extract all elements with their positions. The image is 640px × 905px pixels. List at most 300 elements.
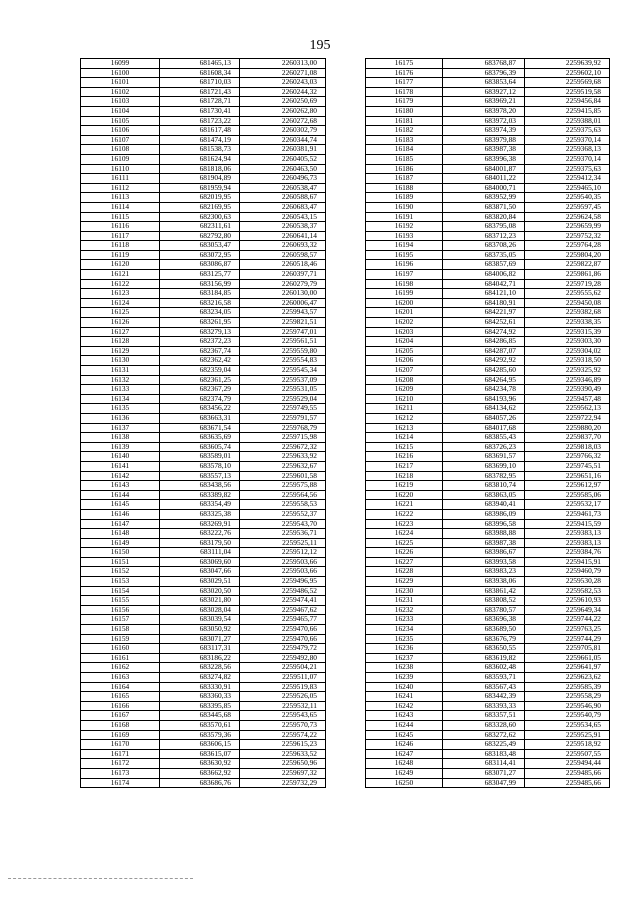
x-coordinate-cell: 683228,56 [160,663,240,673]
x-coordinate-cell: 683796,39 [443,68,525,78]
table-row [366,682,610,692]
x-coordinate-cell: 683605,74 [160,442,240,452]
table-row [366,500,610,510]
table-row [366,222,610,232]
point-number-cell: 16164 [81,682,160,692]
x-coordinate-cell: 683445,68 [160,711,240,721]
y-coordinate-cell: 2259612,97 [525,481,610,491]
x-coordinate-cell: 683726,23 [443,442,525,452]
point-number-cell: 16234 [366,625,443,635]
point-number-cell: 16192 [366,222,443,232]
y-coordinate-cell: 2259467,62 [240,605,326,615]
y-coordinate-cell: 2259518,92 [525,740,610,750]
table-row [81,68,326,78]
x-coordinate-cell: 683972,03 [443,116,525,126]
point-number-cell: 16189 [366,193,443,203]
table-row [81,701,326,711]
table-row [81,740,326,750]
x-coordinate-cell: 683619,82 [443,653,525,663]
x-coordinate-cell: 683111,04 [160,548,240,558]
y-coordinate-cell: 2259457,48 [525,394,610,404]
point-number-cell: 16113 [81,193,160,203]
y-coordinate-cell: 2259582,53 [525,586,610,596]
y-coordinate-cell: 2260006,47 [240,298,326,308]
y-coordinate-cell: 2259494,44 [525,759,610,769]
y-coordinate-cell: 2260598,57 [240,250,326,260]
x-coordinate-cell: 683671,54 [160,423,240,433]
point-number-cell: 16112 [81,183,160,193]
point-number-cell: 16194 [366,241,443,251]
point-number-cell: 16232 [366,605,443,615]
x-coordinate-cell: 683269,91 [160,519,240,529]
y-coordinate-cell: 2260496,73 [240,174,326,184]
y-coordinate-cell: 2260272,68 [240,116,326,126]
table-row [81,394,326,404]
y-coordinate-cell: 2259804,20 [525,250,610,260]
y-coordinate-cell: 2259338,35 [525,318,610,328]
x-coordinate-cell: 683593,71 [443,673,525,683]
table-row [366,126,610,136]
point-number-cell: 16217 [366,461,443,471]
y-coordinate-cell: 2259384,76 [525,548,610,558]
point-number-cell: 16191 [366,212,443,222]
x-coordinate-cell: 684252,61 [443,318,525,328]
point-number-cell: 16136 [81,413,160,423]
x-coordinate-cell: 683047,99 [443,778,525,788]
x-coordinate-cell: 682019,95 [160,193,240,203]
x-coordinate-cell: 683871,50 [443,202,525,212]
y-coordinate-cell: 2259512,12 [240,548,326,558]
y-coordinate-cell: 2259545,34 [240,366,326,376]
x-coordinate-cell: 681818,06 [160,164,240,174]
x-coordinate-cell: 683663,31 [160,413,240,423]
x-coordinate-cell: 683328,60 [443,720,525,730]
y-coordinate-cell: 2259558,53 [240,500,326,510]
table-row [81,289,326,299]
x-coordinate-cell: 683222,76 [160,529,240,539]
table-row [81,644,326,654]
table-row [81,404,326,414]
point-number-cell: 16237 [366,653,443,663]
table-row [366,404,610,414]
y-coordinate-cell: 2259519,58 [525,87,610,97]
x-coordinate-cell: 683940,41 [443,500,525,510]
point-number-cell: 16158 [81,625,160,635]
table-row [81,538,326,548]
y-coordinate-cell: 2259747,01 [240,327,326,337]
point-number-cell: 16184 [366,145,443,155]
table-row [81,625,326,635]
table-row [366,749,610,759]
x-coordinate-cell: 683708,26 [443,241,525,251]
x-coordinate-cell: 683086,87 [160,260,240,270]
x-coordinate-cell: 681474,19 [160,135,240,145]
y-coordinate-cell: 2259880,20 [525,423,610,433]
x-coordinate-cell: 683699,10 [443,461,525,471]
point-number-cell: 16213 [366,423,443,433]
table-row [81,653,326,663]
x-coordinate-cell: 683988,88 [443,529,525,539]
table-row [366,778,610,788]
y-coordinate-cell: 2260381,91 [240,145,326,155]
x-coordinate-cell: 683234,05 [160,308,240,318]
table-row [81,116,326,126]
y-coordinate-cell: 2259486,52 [240,586,326,596]
point-number-cell: 16181 [366,116,443,126]
table-row [366,577,610,587]
y-coordinate-cell: 2259861,86 [525,270,610,280]
point-number-cell: 16127 [81,327,160,337]
table-row [81,250,326,260]
point-number-cell: 16176 [366,68,443,78]
table-row [81,730,326,740]
point-number-cell: 16134 [81,394,160,404]
y-coordinate-cell: 2259552,37 [240,509,326,519]
table-row [366,308,610,318]
y-coordinate-cell: 2259562,13 [525,404,610,414]
table-row [81,596,326,606]
x-coordinate-cell: 683780,57 [443,605,525,615]
point-number-cell: 16249 [366,768,443,778]
point-number-cell: 16110 [81,164,160,174]
y-coordinate-cell: 2260518,46 [240,260,326,270]
y-coordinate-cell: 2259474,41 [240,596,326,606]
y-coordinate-cell: 2259383,13 [525,529,610,539]
y-coordinate-cell: 2259465,10 [525,183,610,193]
point-number-cell: 16174 [81,778,160,788]
x-coordinate-cell: 683053,47 [160,241,240,251]
x-coordinate-cell: 683993,58 [443,557,525,567]
point-number-cell: 16168 [81,720,160,730]
y-coordinate-cell: 2259610,93 [525,596,610,606]
y-coordinate-cell: 2259722,94 [525,413,610,423]
y-coordinate-cell: 2260538,47 [240,183,326,193]
point-number-cell: 16238 [366,663,443,673]
table-row [81,241,326,251]
y-coordinate-cell: 2260130,00 [240,289,326,299]
point-number-cell: 16162 [81,663,160,673]
point-number-cell: 16128 [81,337,160,347]
table-row [366,241,610,251]
x-coordinate-cell: 683125,77 [160,270,240,280]
x-coordinate-cell: 683047,66 [160,567,240,577]
y-coordinate-cell: 2260463,50 [240,164,326,174]
y-coordinate-cell: 2259525,91 [525,730,610,740]
y-coordinate-cell: 2259492,80 [240,653,326,663]
x-coordinate-cell: 682361,25 [160,375,240,385]
x-coordinate-cell: 683983,23 [443,567,525,577]
point-number-cell: 16157 [81,615,160,625]
y-coordinate-cell: 2259511,07 [240,673,326,683]
point-number-cell: 16207 [366,366,443,376]
y-coordinate-cell: 2259651,16 [525,471,610,481]
y-coordinate-cell: 2259470,66 [240,634,326,644]
y-coordinate-cell: 2259705,81 [525,644,610,654]
point-number-cell: 16144 [81,490,160,500]
x-coordinate-cell: 683986,09 [443,509,525,519]
point-number-cell: 16197 [366,270,443,280]
table-row [81,634,326,644]
table-row [81,509,326,519]
y-coordinate-cell: 2259585,06 [525,490,610,500]
x-coordinate-cell: 683808,52 [443,596,525,606]
point-number-cell: 16145 [81,500,160,510]
x-coordinate-cell: 683360,33 [160,692,240,702]
point-number-cell: 16163 [81,673,160,683]
coordinates-table-right [365,58,610,788]
table-row [81,548,326,558]
x-coordinate-cell: 683071,27 [160,634,240,644]
y-coordinate-cell: 2259543,70 [240,519,326,529]
x-coordinate-cell: 683952,99 [443,193,525,203]
y-coordinate-cell: 2259470,66 [240,625,326,635]
y-coordinate-cell: 2259633,52 [240,749,326,759]
table-row [366,68,610,78]
y-coordinate-cell: 2259602,10 [525,68,610,78]
y-coordinate-cell: 2259650,96 [240,759,326,769]
point-number-cell: 16229 [366,577,443,587]
point-number-cell: 16107 [81,135,160,145]
y-coordinate-cell: 2259507,55 [525,749,610,759]
point-number-cell: 16247 [366,749,443,759]
x-coordinate-cell: 684001,87 [443,164,525,174]
y-coordinate-cell: 2260344,74 [240,135,326,145]
y-coordinate-cell: 2259615,23 [240,740,326,750]
point-number-cell: 16140 [81,452,160,462]
table-row [366,433,610,443]
x-coordinate-cell: 684285,60 [443,366,525,376]
table-row [366,423,610,433]
point-number-cell: 16105 [81,116,160,126]
table-row [366,605,610,615]
point-number-cell: 16236 [366,644,443,654]
table-row [81,778,326,788]
table-row [366,346,610,356]
x-coordinate-cell: 683330,91 [160,682,240,692]
table-row [366,644,610,654]
x-coordinate-cell: 683272,62 [443,730,525,740]
point-number-cell: 16215 [366,442,443,452]
table-row [366,394,610,404]
x-coordinate-cell: 683186,22 [160,653,240,663]
table-row [366,116,610,126]
point-number-cell: 16146 [81,509,160,519]
point-number-cell: 16190 [366,202,443,212]
x-coordinate-cell: 682359,04 [160,366,240,376]
table-row [366,385,610,395]
point-number-cell: 16223 [366,519,443,529]
y-coordinate-cell: 2259382,68 [525,308,610,318]
x-coordinate-cell: 683857,69 [443,260,525,270]
x-coordinate-cell: 682300,63 [160,212,240,222]
x-coordinate-cell: 683114,41 [443,759,525,769]
table-row [366,59,610,69]
x-coordinate-cell: 683589,01 [160,452,240,462]
y-coordinate-cell: 2260405,52 [240,154,326,164]
point-number-cell: 16240 [366,682,443,692]
y-coordinate-cell: 2259415,85 [525,106,610,116]
table-row [81,346,326,356]
point-number-cell: 16132 [81,375,160,385]
y-coordinate-cell: 2259821,51 [240,318,326,328]
table-row [366,164,610,174]
table-row [81,711,326,721]
table-row [366,270,610,280]
point-number-cell: 16123 [81,289,160,299]
x-coordinate-cell: 683853,64 [443,78,525,88]
x-coordinate-cell: 683938,06 [443,577,525,587]
y-coordinate-cell: 2259368,13 [525,145,610,155]
table-row [81,519,326,529]
table-row [81,615,326,625]
y-coordinate-cell: 2259818,03 [525,442,610,452]
x-coordinate-cell: 683689,50 [443,625,525,635]
point-number-cell: 16150 [81,548,160,558]
point-number-cell: 16100 [81,68,160,78]
table-row [366,231,610,241]
point-number-cell: 16154 [81,586,160,596]
x-coordinate-cell: 683978,20 [443,106,525,116]
table-row [366,519,610,529]
x-coordinate-cell: 684042,71 [443,279,525,289]
point-number-cell: 16206 [366,356,443,366]
point-number-cell: 16121 [81,270,160,280]
point-number-cell: 16218 [366,471,443,481]
table-row [366,557,610,567]
table-row [366,759,610,769]
point-number-cell: 16241 [366,692,443,702]
point-number-cell: 16177 [366,78,443,88]
point-number-cell: 16103 [81,97,160,107]
x-coordinate-cell: 684006,82 [443,270,525,280]
table-row [81,442,326,452]
y-coordinate-cell: 2260538,37 [240,222,326,232]
point-number-cell: 16203 [366,327,443,337]
point-number-cell: 16204 [366,337,443,347]
y-coordinate-cell: 2259764,28 [525,241,610,251]
table-row [81,337,326,347]
y-coordinate-cell: 2259672,32 [240,442,326,452]
x-coordinate-cell: 684264,95 [443,375,525,385]
y-coordinate-cell: 2259752,32 [525,231,610,241]
table-row [366,356,610,366]
point-number-cell: 16227 [366,557,443,567]
y-coordinate-cell: 2259624,58 [525,212,610,222]
page-number: 195 [309,38,331,53]
table-row [81,577,326,587]
point-number-cell: 16124 [81,298,160,308]
y-coordinate-cell: 2259715,98 [240,433,326,443]
x-coordinate-cell: 683795,08 [443,222,525,232]
x-coordinate-cell: 683354,49 [160,500,240,510]
x-coordinate-cell: 683357,51 [443,711,525,721]
table-row [366,711,610,721]
table-row [366,567,610,577]
table-row [81,500,326,510]
table-row [366,260,610,270]
x-coordinate-cell: 681721,43 [160,87,240,97]
x-coordinate-cell: 683072,95 [160,250,240,260]
point-number-cell: 16115 [81,212,160,222]
table-row [81,605,326,615]
point-number-cell: 16200 [366,298,443,308]
y-coordinate-cell: 2259561,51 [240,337,326,347]
point-number-cell: 16159 [81,634,160,644]
y-coordinate-cell: 2259697,32 [240,768,326,778]
point-number-cell: 16210 [366,394,443,404]
table-row [366,154,610,164]
point-number-cell: 16142 [81,471,160,481]
point-number-cell: 16126 [81,318,160,328]
point-number-cell: 16141 [81,461,160,471]
table-row [366,442,610,452]
point-number-cell: 16106 [81,126,160,136]
y-coordinate-cell: 2259479,72 [240,644,326,654]
x-coordinate-cell: 683261,95 [160,318,240,328]
x-coordinate-cell: 682792,80 [160,231,240,241]
point-number-cell: 16130 [81,356,160,366]
x-coordinate-cell: 683071,27 [443,768,525,778]
point-number-cell: 16242 [366,701,443,711]
point-number-cell: 16245 [366,730,443,740]
y-coordinate-cell: 2259485,66 [525,778,610,788]
table-row [366,720,610,730]
y-coordinate-cell: 2259661,05 [525,653,610,663]
point-number-cell: 16214 [366,433,443,443]
point-number-cell: 16161 [81,653,160,663]
point-number-cell: 16221 [366,500,443,510]
x-coordinate-cell: 683927,12 [443,87,525,97]
table-row [366,106,610,116]
x-coordinate-cell: 683686,76 [160,778,240,788]
y-coordinate-cell: 2259461,73 [525,509,610,519]
y-coordinate-cell: 2259639,92 [525,59,610,69]
y-coordinate-cell: 2259763,25 [525,625,610,635]
table-row [81,231,326,241]
y-coordinate-cell: 2259543,65 [240,711,326,721]
point-number-cell: 16239 [366,673,443,683]
point-number-cell: 16165 [81,692,160,702]
y-coordinate-cell: 2260271,08 [240,68,326,78]
y-coordinate-cell: 2259460,79 [525,567,610,577]
x-coordinate-cell: 683039,54 [160,615,240,625]
y-coordinate-cell: 2259791,57 [240,413,326,423]
table-row [366,183,610,193]
table-row [81,433,326,443]
table-row [81,260,326,270]
table-row [81,327,326,337]
x-coordinate-cell: 684287,07 [443,346,525,356]
x-coordinate-cell: 684286,85 [443,337,525,347]
point-number-cell: 16185 [366,154,443,164]
x-coordinate-cell: 683602,48 [443,663,525,673]
x-coordinate-cell: 684121,10 [443,289,525,299]
table-row [366,615,610,625]
table-row [81,222,326,232]
point-number-cell: 16233 [366,615,443,625]
point-number-cell: 16220 [366,490,443,500]
table-row [366,366,610,376]
table-row [81,529,326,539]
table-row [81,318,326,328]
y-coordinate-cell: 2259744,22 [525,615,610,625]
x-coordinate-cell: 683996,58 [443,519,525,529]
y-coordinate-cell: 2259546,90 [525,701,610,711]
table-row [366,663,610,673]
y-coordinate-cell: 2259719,28 [525,279,610,289]
y-coordinate-cell: 2259503,66 [240,557,326,567]
point-number-cell: 16226 [366,548,443,558]
